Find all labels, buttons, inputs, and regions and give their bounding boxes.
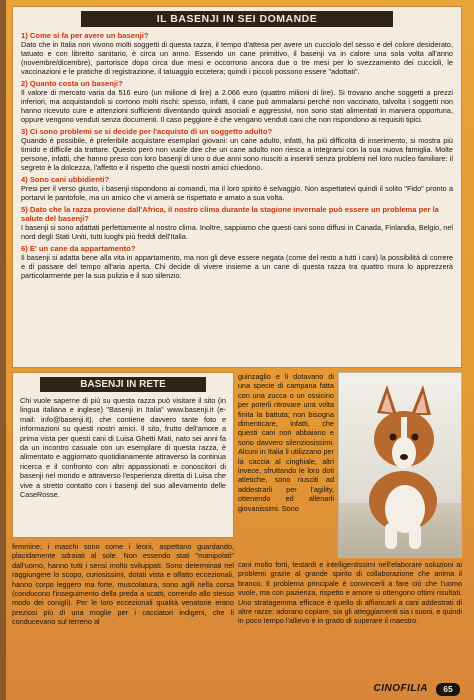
magazine-brand: CINOFILIA <box>373 683 428 694</box>
answer-4: Presi per il verso giusto, i basenji rispondono ai comandi, ma il loro spirito è selvaggio. Non aspettatevi quindi il solito "Fido" pronto a portarvi le pantofole, ma un amico che vi amerà se rispettato e amato a sua volta. <box>21 184 453 202</box>
question-5: 5) Dato che la razza proviene dall'Africa, il nostro clima durante la stagione invernale può essere un problema per la salute del basenji? <box>21 205 439 223</box>
question-2: 2) Quanto costa un basenji? <box>21 79 123 88</box>
answer-3: Quando è possibile, è preferibile acquistare esemplari giovani: un cane adulto, infatti, ha più difficoltà di inserimento, si mostra più timido e difficile da trattare. Questo però non vuole dire che un cane adulto non riesca a integrarsi con la sua nuova famiglia. Molte persone, infatti, che hanno preso con loro basenji di uno o due anni sono riusciti a inserirli senza problemi nel loro nucleo familiare: il segreto è la dolcezza, l'affetto e il rispetto che questi nostri amici chiedono. <box>21 136 453 172</box>
question-1: 1) Come si fa per avere un basenji? <box>21 31 149 40</box>
basenji-puppy-photo <box>338 372 462 558</box>
body-text-left-bottom: femmine; i maschi sono come i leoni, aspettano guardando, placidamente sdraiati al sole. Non essendo stati "manipolati" dall'uomo, hanno tutti i sensi molto sviluppati. Sono determinati nel raggiungere lo scopo, curiosissimi, dotati vista e olfatto eccezionali, hanno corpo leggero ma forte, muscolatura, sono agili nella corsa (conducono l'inseguimento della preda a scatti, correndo allo stesso modo dei conigli). Per le loro eccezionali qualità venatorie erano preziosi più di una moglie per i cacciatori indigeni, che li conducevano sul terreno al <box>12 542 234 627</box>
faq-title: IL BASENJI IN SEI DOMANDE <box>81 11 393 27</box>
body-text-right-bottom: cani molto forti, testardi e intelligentissimi nell'elaborare soluzioni ai problemi grazie al grande spirito di collaborazione che anima il branco. Il problema principale è convincerli a fare ciò che l'uomo vuole, ma con pazienza, rispetto e amore si ottengono ottimi risultati. Uno stratagemma efficace è quello di affiancarli a cani addestrati di altre razze: adorano copiare, sia gli atteggiamenti sia i suoni, e quindi in poco tempo l'allievo è in grado di superare il maestro. <box>238 560 462 626</box>
basenji-in-rete-box <box>12 372 234 538</box>
answer-2: Il valore di mercato varia da 516 euro (un milione di lire) a 2.066 euro (quattro milioni di lire). Si trovano anche soggetti a prezzi inferiori, ma acquistandoli si corrono molti rischi: spesso, infatti, il cane può ammalarsi perché non vaccinato, talvolta i soggetti non hanno ricevuto cure e attenzioni sufficienti diventando quindi asociali e aggressivi, non sono stati alimentati in maniera opportuna, oppure vengono venduti senza documenti. Il caso peggiore è che vengano venduti cani che non rispondono ai requisiti tipici. <box>21 88 453 124</box>
body-text-right-top: guinzaglio e li dotavano di una specie di campana fatta con una zucca o un ossicino per poterli ritrovare una volta finita la battuta; non bisogna dimenticare, infatti, che questi cani non abbaiano e sono davvero silenziosissimi. Alcuni in Italia li utilizzano per la caccia al cinghiale, altri invece, sfruttando le loro doti atletiche, sono riusciti ad addestrarli per l'agility, ottenendo ed allenarli giovanissimi. Sono <box>238 372 334 513</box>
body-column-left-bottom <box>12 542 234 627</box>
body-column-right-bottom <box>238 560 462 626</box>
rete-title: BASENJI IN RETE <box>40 377 206 392</box>
puppy-illustration <box>339 373 462 558</box>
rete-text: Chi vuole saperne di più su questa razza può visitare il sito (in lingua italiana e inglese) "Basenji in Italia" www.basenji.it (e-mail: info@basenji.it), che contiene davvero tante foto e informazioni su questi nostri amici. Il sito, frutto dell'amore a prima vista per questi cani di Luisa Ghetti Mati, nato sei anni fa da un incontro casuale con un esemplare di questa razza, è alimentato e aggiornato quotidianamente attraverso la continua ricerca e il confronto con altri appassionati e conoscitori di basenji nel mondo e attraverso l'esperienza diretta di Luisa che vive a stretto contatto con i basenji del suo allevamento delle CaseRosse. <box>20 396 226 500</box>
question-3: 3) Ci sono problemi se si decide per l'acquisto di un soggetto adulto? <box>21 127 273 136</box>
body-column-right-top <box>238 372 334 513</box>
faq-box <box>12 6 462 368</box>
page-number: 65 <box>436 683 460 696</box>
question-6: 6) E' un cane da appartamento? <box>21 244 136 253</box>
left-edge-strip <box>0 0 6 700</box>
answer-5: I basenji si sono adattati perfettamente al nostro clima. Inoltre, sappiamo che questi cani sono diffusi in Canada, Finlandia, Belgio, nel nord degli Stati Uniti, tutti luoghi più freddi dell'Italia. <box>21 223 453 241</box>
question-4: 4) Sono cani ubbidienti? <box>21 175 110 184</box>
answer-6: Il basenji si adatta bene alla vita in appartamento, ma non gli deve essere negata (come del resto a tutti i cani) la possibilità di correre e di passare del tempo all'aria aperta. Chi decide di vivere insieme a un cane di questa razza tra quattro mura lo apprezzerà particolarmente per la sua pulizia e il suo silenzio. <box>21 253 453 280</box>
answer-1: Dato che in Italia non vivono molti soggetti di questa razza, il tempo d'attesa per avere un cucciolo del sesso e del colore desiderato, tatuato e con libretto sanitario, è circa un anno. Essendo un cane primitivo, il basenji va in calore una sola volta all'anno (novembre/dicembre), partorisce dopo circa due mesi e occorrono ancora due o tre mesi per lo svezzamento dei cuccioli, le vaccinazioni e le pratiche di registrazione, il tatuaggio eccetera; quindi i piccoli possono essere "adottati". <box>21 40 453 76</box>
